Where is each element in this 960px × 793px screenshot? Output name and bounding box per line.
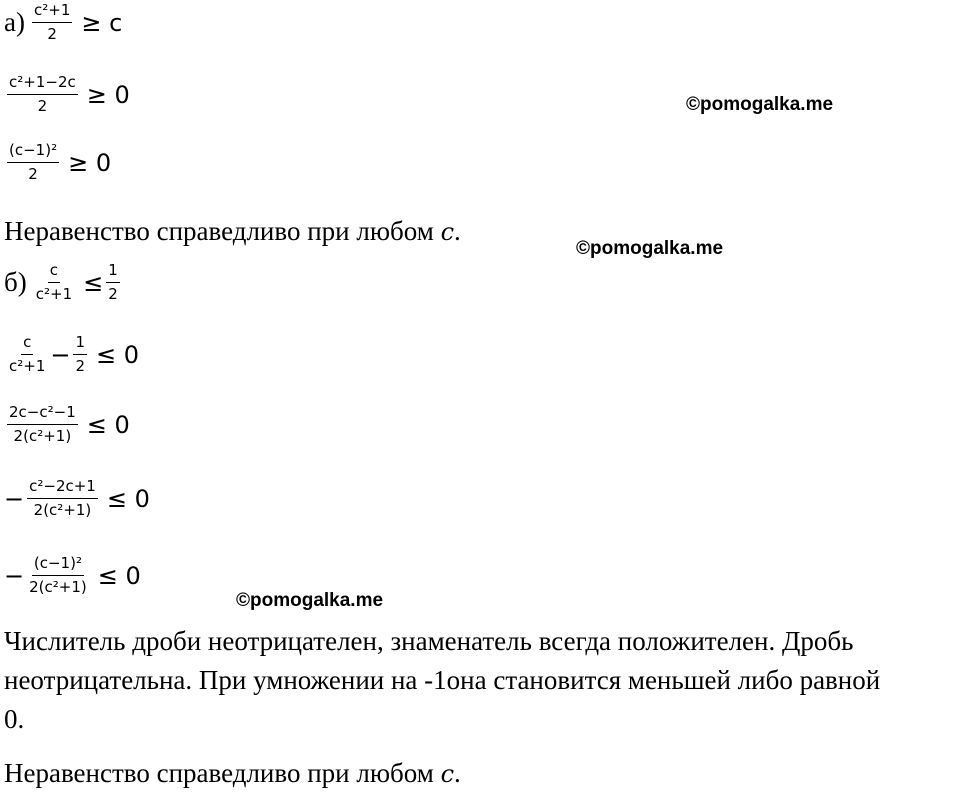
relation: ≤ 0: [106, 484, 150, 513]
denominator: 2: [37, 97, 48, 115]
part-b-explanation-line-3: 0.: [4, 704, 25, 734]
variable: c: [440, 760, 455, 788]
fraction: [34, 262, 74, 303]
denominator: 2: [47, 25, 57, 43]
watermark: ©pomogalka.me: [576, 238, 724, 259]
fraction: [7, 404, 78, 445]
part-b-label: б): [4, 267, 27, 297]
fraction: [27, 555, 89, 596]
fraction: [73, 334, 87, 375]
relation: ≤ 0: [96, 340, 140, 369]
part-b-line-2: [4, 334, 139, 375]
denominator: 2: [75, 357, 86, 375]
watermark: ©pomogalka.me: [686, 94, 834, 115]
fraction: [106, 262, 120, 303]
period: .: [454, 758, 461, 788]
numerator: 1: [106, 262, 120, 283]
fraction: [7, 142, 59, 183]
part-b-explanation-line-1: Числитель дроби неотрицателен, знаменатель всегда положителен. Дробь: [4, 626, 854, 656]
denominator: c²+1: [35, 285, 73, 303]
numerator: (c−1)²: [7, 142, 59, 163]
relation: ≥ 0: [68, 148, 112, 177]
part-a-line-2: [4, 74, 130, 115]
relation: ≥ 0: [86, 80, 130, 109]
denominator: 2(c²+1): [33, 501, 92, 519]
relation: ≤ 0: [97, 561, 141, 590]
numerator: 1: [73, 334, 87, 355]
fraction: [27, 478, 98, 519]
part-a-label: а): [4, 7, 25, 37]
conclusion-text: Неравенство справедливо при любом: [4, 758, 441, 788]
part-b-line-3: [4, 404, 130, 445]
watermark: ©pomogalka.me: [236, 590, 384, 611]
part-b-line-1: [4, 262, 123, 303]
period: .: [454, 216, 461, 246]
part-b-conclusion: [4, 754, 461, 793]
numerator: c²−2c+1: [27, 478, 98, 499]
minus-sign: −: [4, 561, 25, 590]
part-a-line-3: [4, 142, 111, 183]
fraction: [7, 74, 78, 115]
numerator: 2c−c²−1: [7, 404, 78, 425]
relation: ≥ c: [81, 8, 123, 37]
relation: ≤ 0: [86, 410, 130, 439]
fraction: [7, 334, 47, 375]
fraction: [32, 2, 72, 43]
part-a-line-1: [4, 2, 122, 43]
denominator: c²+1: [9, 357, 46, 375]
denominator: 2: [108, 285, 118, 303]
numerator: c: [48, 262, 60, 283]
conclusion-text: Неравенство справедливо при любом: [4, 216, 441, 246]
numerator: c²+1: [32, 2, 72, 23]
variable: c: [440, 218, 455, 246]
numerator: c²+1−2c: [7, 74, 78, 95]
part-b-line-4: [4, 478, 150, 519]
part-b-explanation-line-2: неотрицательна. При умножении на -1она становится меньшей либо равной: [4, 665, 881, 695]
minus-sign: −: [50, 340, 71, 369]
numerator: (c−1)²: [32, 555, 84, 576]
relation: ≤: [83, 268, 104, 297]
part-a-conclusion: [4, 212, 461, 251]
denominator: 2(c²+1): [13, 427, 72, 445]
denominator: 2(c²+1): [29, 578, 87, 596]
minus-sign: −: [4, 484, 25, 513]
part-b-line-5: [4, 555, 141, 596]
denominator: 2: [28, 165, 38, 183]
numerator: c: [21, 334, 33, 355]
